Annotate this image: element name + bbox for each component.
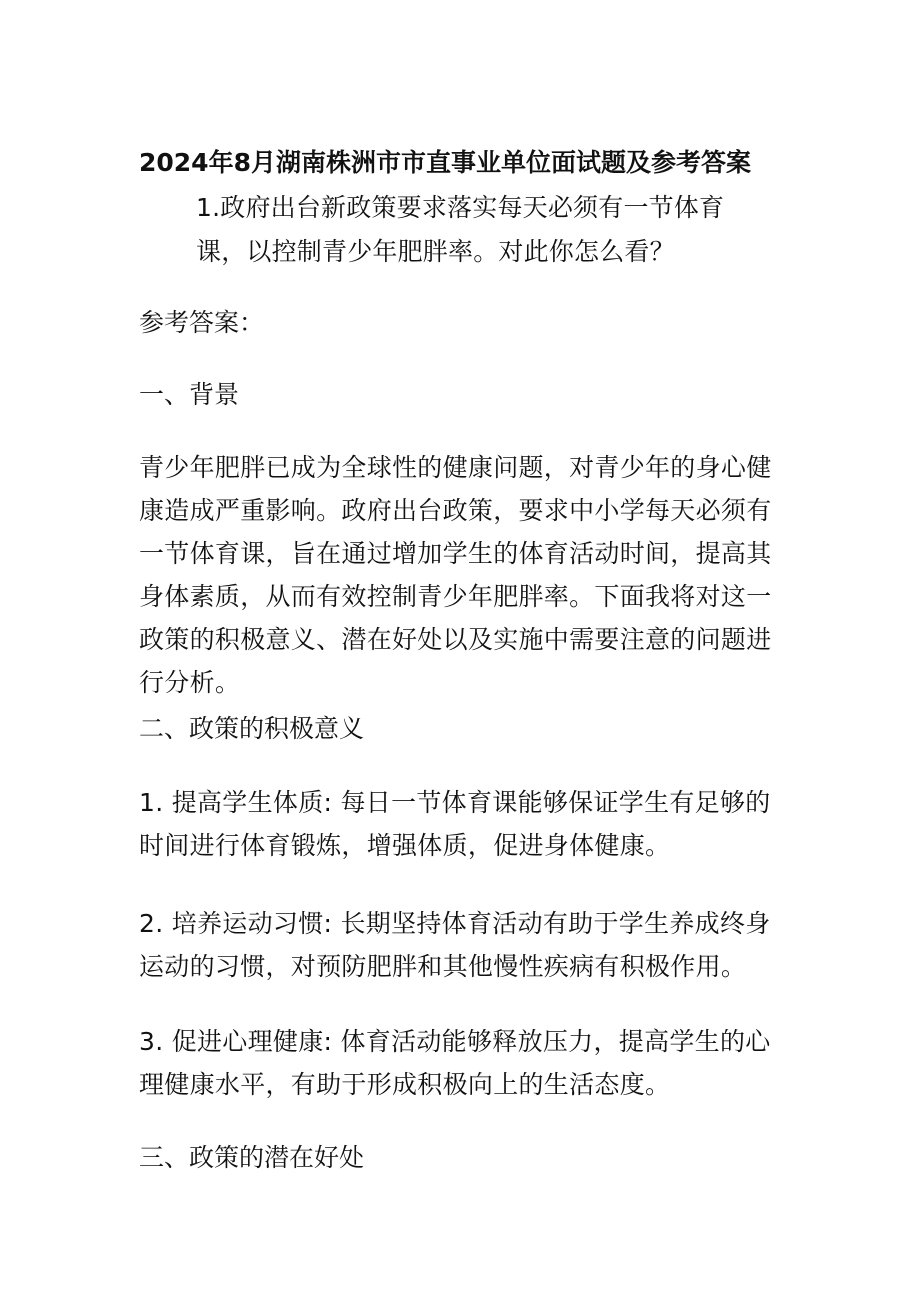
- answer-label: 参考答案：: [139, 308, 265, 337]
- positive-item-3: 3. 促进心理健康: 体育活动能够释放压力，提高学生的心理健康水平，有助于形成积极向上的生活态度。: [139, 1027, 771, 1099]
- positive-item-1: 1. 提高学生体质: 每日一节体育课能够保证学生有足够的时间进行体育锻炼，增强体质，促进身体健康。: [139, 788, 771, 860]
- section-heading-background: 一、背景: [139, 380, 240, 409]
- background-paragraph: 青少年肥胖已成为全球性的健康问题，对青少年的身心健康造成严重影响。政府出台政策，要求中小学每天必须有一节体育课，旨在通过增加学生的体育活动时间，提高其身体素质，从而有效控制青少年肥胖率。下面我将对这一政策的积极意义、潜在好处以及实施中需要注意的问题进行分析。: [139, 453, 772, 697]
- document-title: 2024年8月湖南株洲市市直事业单位面试题及参考答案: [139, 148, 751, 177]
- interview-question: 1.政府出台新政策要求落实每天必须有一节体育课，以控制青少年肥胖率。对此你怎么看？: [196, 193, 725, 266]
- section-heading-potential-benefits: 三、政策的潜在好处: [139, 1143, 365, 1172]
- section-heading-positive-significance: 二、政策的积极意义: [139, 714, 365, 743]
- positive-item-2: 2. 培养运动习惯: 长期坚持体育活动有助于学生养成终身运动的习惯，对预防肥胖和其他慢性疾病有积极作用。: [139, 909, 771, 981]
